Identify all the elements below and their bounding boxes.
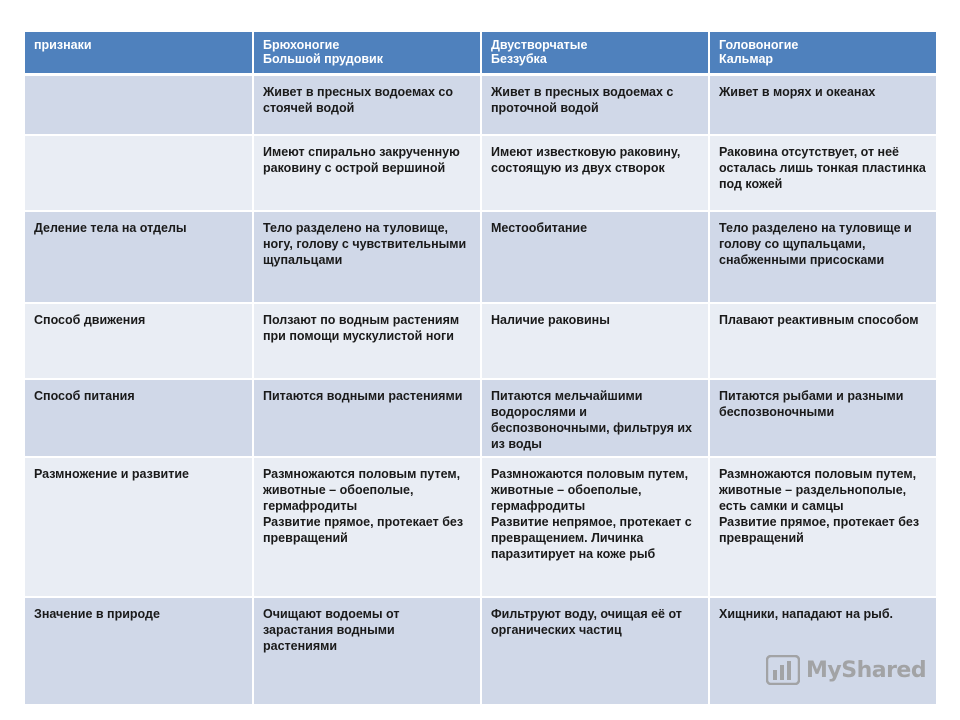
table-cell: Живет в морях и океанах	[709, 75, 936, 136]
table-cell: Местообитание	[481, 211, 709, 303]
table-row	[25, 75, 936, 136]
table-row	[25, 303, 936, 379]
table-cell: Наличие раковины	[481, 303, 709, 379]
table-row	[25, 597, 936, 705]
table-cell: Способ движения	[25, 303, 253, 379]
table-cell: Плавают реактивным способом	[709, 303, 936, 379]
table-cell: Очищают водоемы от зарастания водными растениями	[253, 597, 481, 705]
table-cell: Раковина отсутствует, от неё осталась лишь тонкая пластинка под кожей	[709, 135, 936, 211]
table-cell	[25, 135, 253, 211]
mollusk-comparison-table	[25, 32, 936, 706]
header-cell-cephalopods: Головоногие Кальмар	[709, 32, 936, 75]
table-row	[25, 211, 936, 303]
table-cell: Питаются водными растениями	[253, 379, 481, 457]
table-cell: Имеют спирально закрученную раковину с острой вершиной	[253, 135, 481, 211]
table-cell: Размножение и развитие	[25, 457, 253, 597]
table-cell: Значение в природе	[25, 597, 253, 705]
table-cell: Тело разделено на туловище, ногу, голову с чувствительными щупальцами	[253, 211, 481, 303]
table-cell: Питаются мельчайшими водорослями и беспозвоночными, фильтруя их из воды	[481, 379, 709, 457]
header-cell-traits: признаки	[25, 32, 253, 75]
table-row	[25, 457, 936, 597]
table-cell: Деление тела на отделы	[25, 211, 253, 303]
table-cell: Способ питания	[25, 379, 253, 457]
table-cell: Тело разделено на туловище и голову со щупальцами, снабженными присосками	[709, 211, 936, 303]
table-cell: Питаются рыбами и разными беспозвоночными	[709, 379, 936, 457]
table-cell: Живет в пресных водоемах с проточной водой	[481, 75, 709, 136]
table-row	[25, 379, 936, 457]
table-cell: Ползают по водным растениям при помощи мускулистой ноги	[253, 303, 481, 379]
table-cell: Имеют известковую раковину, состоящую из двух створок	[481, 135, 709, 211]
table-cell: Размножаются половым путем, животные – обоеполые, гермафродиты Развитие непрямое, протекает с превращением. Личинка паразитирует на коже рыб	[481, 457, 709, 597]
table-row	[25, 135, 936, 211]
table-cell: Размножаются половым путем, животные – обоеполые, гермафродиты Развитие прямое, протекает без превращений	[253, 457, 481, 597]
table-cell: Фильтруют воду, очищая её от органических частиц	[481, 597, 709, 705]
header-cell-bivalves: Двустворчатые Беззубка	[481, 32, 709, 75]
table-cell: Хищники, нападают на рыб.	[709, 597, 936, 705]
table-cell	[25, 75, 253, 136]
watermark	[766, 655, 926, 685]
table-cell: Живет в пресных водоемах со стоячей водой	[253, 75, 481, 136]
table-header-row	[25, 32, 936, 75]
table-cell: Размножаются половым путем, животные – раздельнополые, есть самки и самцы Развитие прямое, протекает без превращений	[709, 457, 936, 597]
bar-chart-icon	[766, 655, 800, 685]
header-cell-gastropods: Брюхоногие Большой прудовик	[253, 32, 481, 75]
watermark-text: MyShared	[806, 657, 927, 683]
